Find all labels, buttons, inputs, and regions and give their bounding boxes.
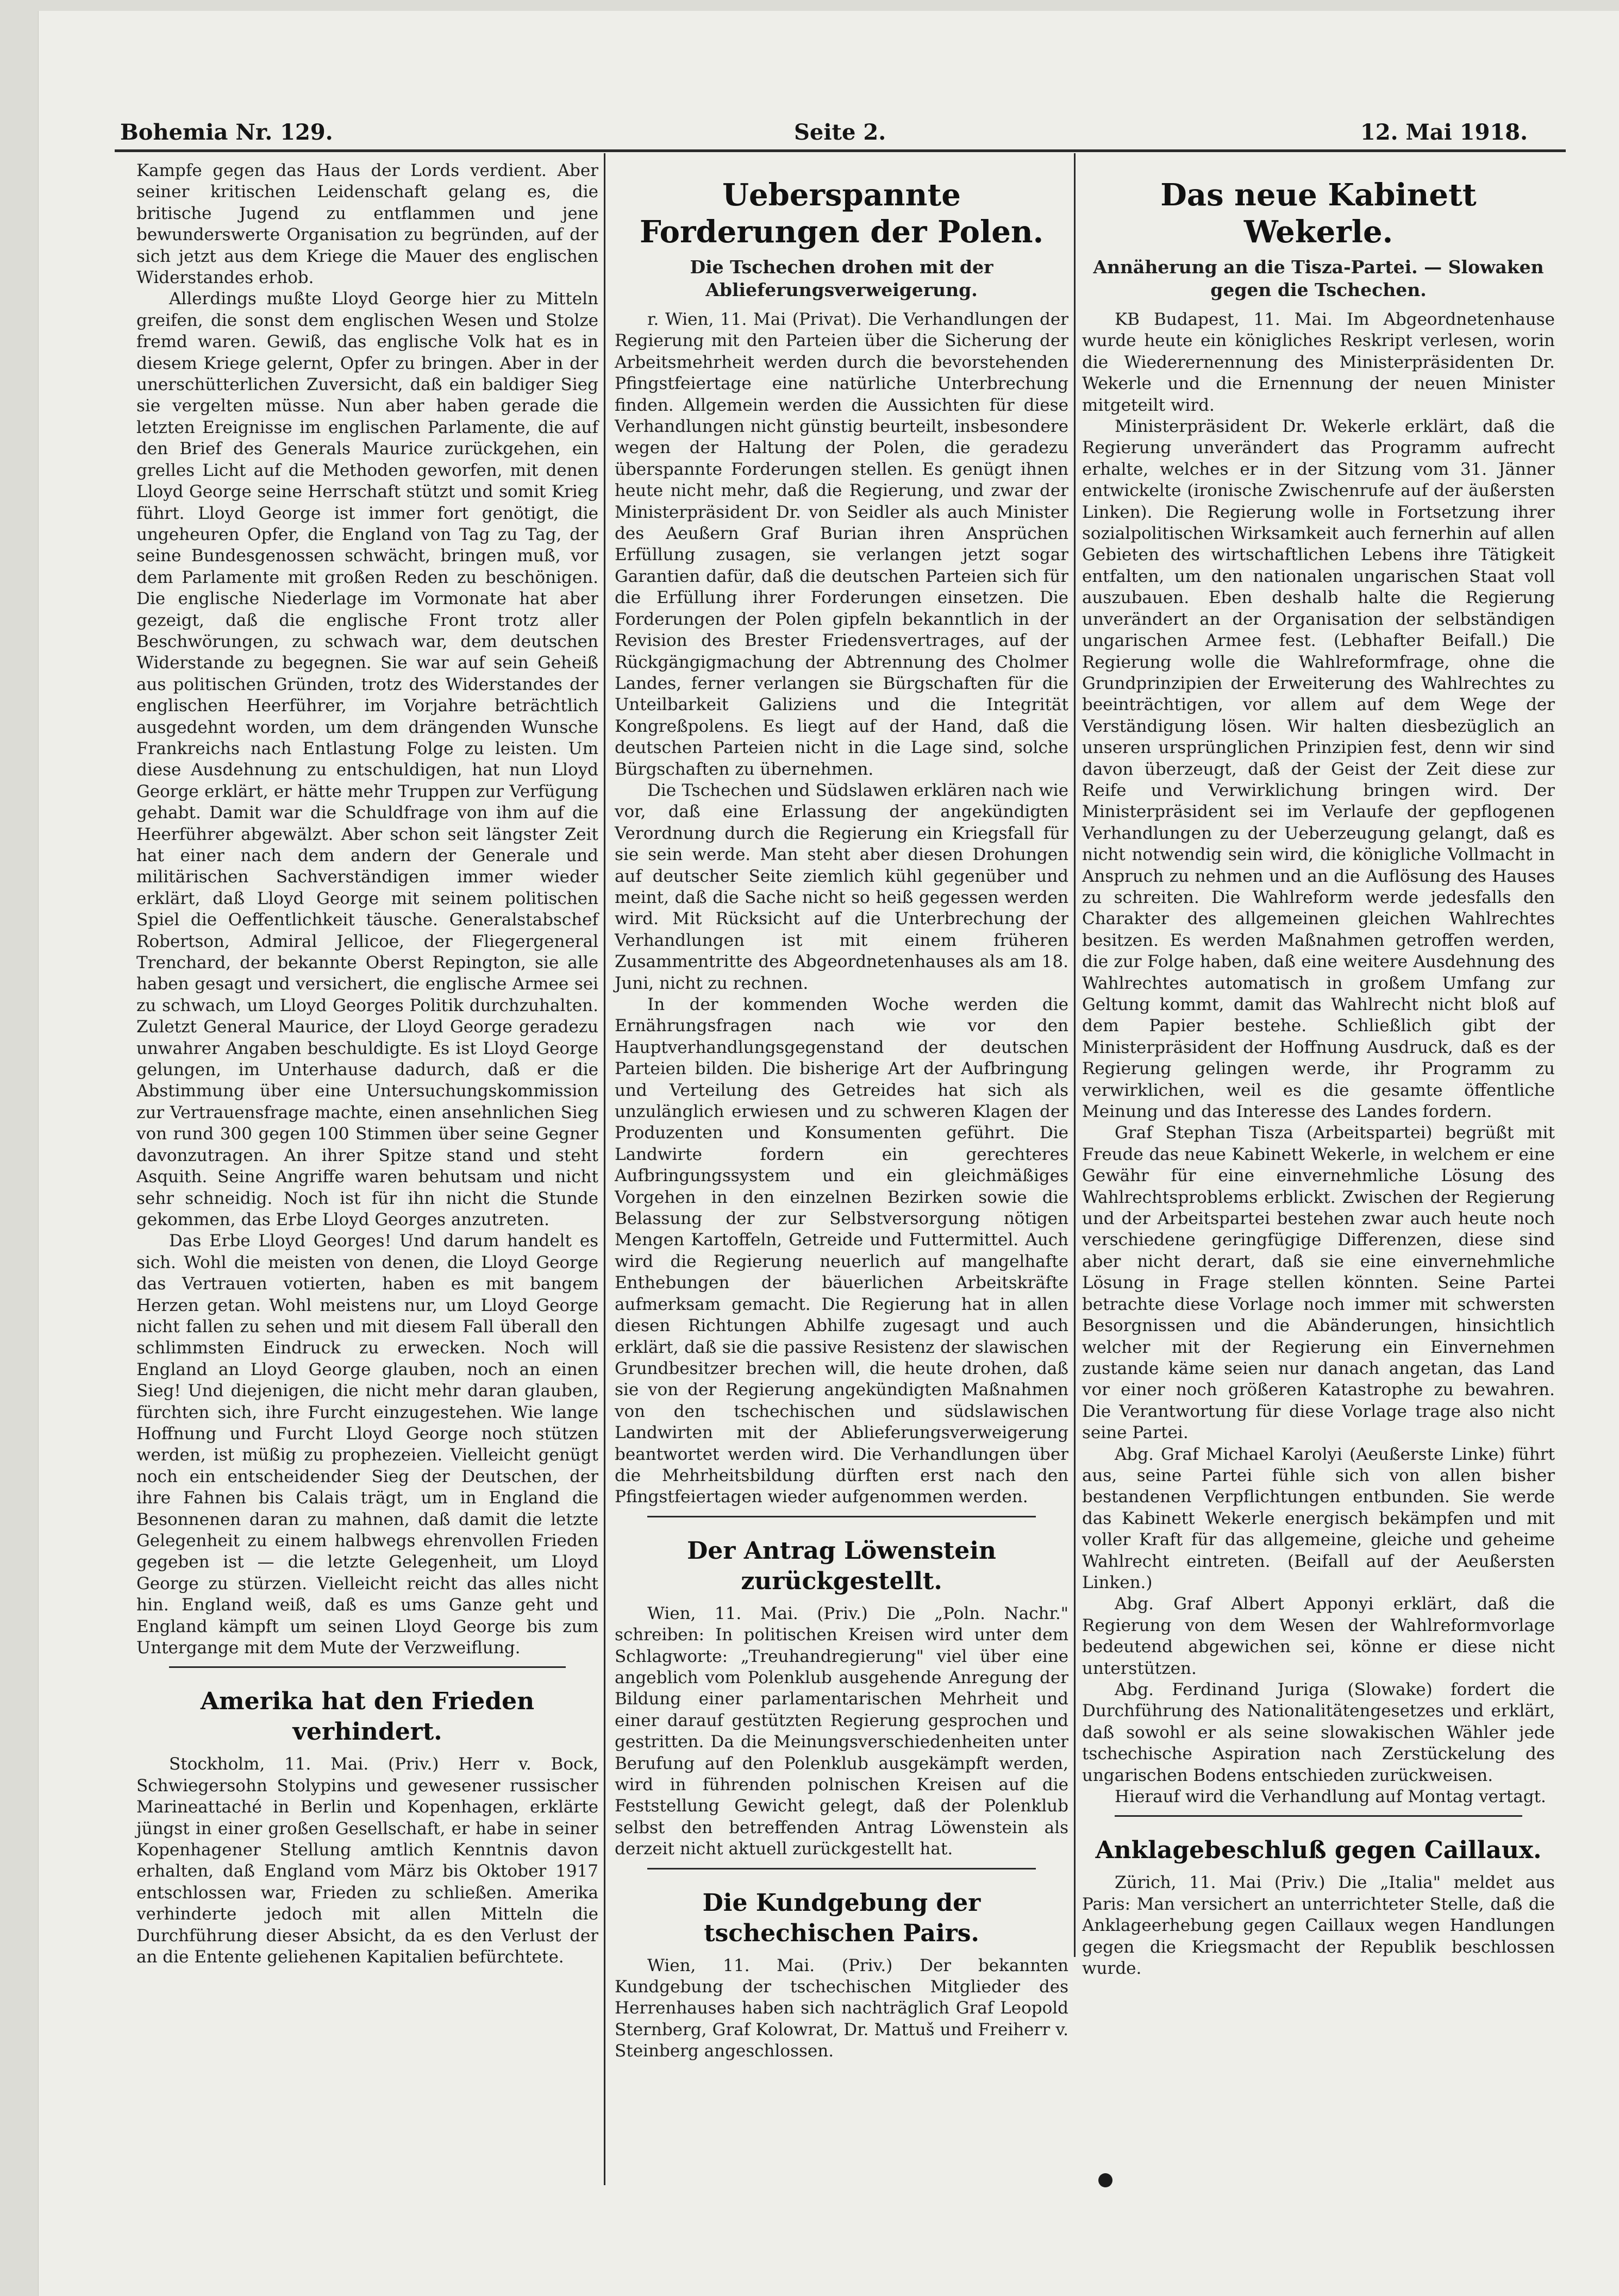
article-subhead: Die Tschechen drohen mit der Ablieferungsverweigerung. <box>690 256 993 300</box>
paragraph: Abg. Graf Michael Karolyi (Aeußerste Linke) führt aus, seine Partei fühle sich von allen bisher bestandenen Verpflichtungen entbunden. Sie werde das Kabinett Wekerle energisch bekämpfen und mit voller Kraft für das allgemeine, gleiche und geheime Wahlrecht eintreten. (Beifall auf der Aeußersten Linken.) <box>1082 1444 1555 1592</box>
paragraph: In der kommenden Woche werden die Ernährungsfragen nach wie vor den Hauptverhandlungsgegenstand der deutschen Parteien bilden. Die bisherige Art der Aufbringung und Verteilung des Getreides hat sich als unzulänglich erwiesen und zu schweren Klagen der Produzenten und Konsumenten geführt. Die Landwirte fordern ein gerechteres Aufbringungssystem und ein gleichmäßiges Vorgehen in den einzelnen Bezirken sowie die Belassung der zur Selbstversorgung nötigen Mengen Kartoffeln, Getreide und Futtermittel. Auch wird die Regierung neuerlich auf mangelhafte Enthebungen der bäuerlichen Arbeitskräfte aufmerksam gemacht. Die Regierung hat in allen diesen Richtungen Abhilfe zugesagt und auch erklärt, daß sie die passive Resistenz der slawischen Grundbesitzer brechen will, die heute drohen, daß sie von der Regierung angekündigten Maßnahmen von den tschechischen und südslawischen Landwirten mit der Ablieferungsverweigerung beantwortet werden wird. Die Verhandlungen über die Mehrheitsbildung dürften erst nach den Pfingstfeiertagen wieder aufgenommen werden. <box>615 995 1068 1507</box>
column-divider-left <box>604 153 605 2185</box>
paragraph: r. Wien, 11. Mai (Privat). Die Verhandlungen der Regierung mit den Parteien über die Sicherung der Arbeitsmehrheit werden durch die bevorstehenden Pfingstfeiertage eine natürliche Unterbrechung finden. Allgemein werden die Aussichten für diese Verhandlungen nicht günstig beurteilt, insbesondere wegen der Haltung der Polen, die geradezu überspannte Forderungen stellen. Es genügt ihnen heute nicht mehr, daß die Regierung, und zwar der Ministerpräsident Dr. von Seidler als auch Minister des Aeußern Graf Burian ihren Ansprüchen Erfüllung zusagen, sie verlangen jetzt sogar Garantien dafür, daß die deutschen Parteien sich für die Erfüllung ihrer Forderungen einsetzen. Die Forderungen der Polen gipfeln bekanntlich in der Revision des Brester Friedensvertrages, auf der Rückgängigmachung der Abtrennung des Cholmer Landes, ferner verlangen sie Bürgschaften für die Unteilbarkeit Galiziens und die Integrität Kongreßpolens. Es liegt auf der Hand, daß die deutschen Parteien nicht in die Lage sind, solche Bürgschaften zu übernehmen. <box>615 310 1068 779</box>
paragraph: Ministerpräsident Dr. Wekerle erklärt, daß die Regierung unverändert das Programm aufrecht erhalte, welches er in der Sitzung vom 31. Jänner entwickelte (ironische Zwischenrufe auf der äußersten Linken). Die Regierung wolle in Fortsetzung ihrer sozialpolitischen Wirksamkeit auch fernerhin auf allen Gebieten des wirtschaftlichen Lebens ihre Tätigkeit entfalten, um den nationalen ungarischen Staat voll auszubauen. Eben deshalb halte die Regierung unverändert an der Organisation der selbständigen ungarischen Armee fest. (Lebhafter Beifall.) Die Regierung wolle die Wahlreformfrage, ohne die Grundprinzipien der Erweiterung des Wahlrechtes zu beeinträchtigen, vor allem auf dem Wege der Verständigung lösen. Wir halten diesbezüglich an unseren ursprünglichen Prinzipien fest, denn wir sind davon überzeugt, daß der Geist der Zeit diese zur Reife und Verwirklichung bringen wird. Der Ministerpräsident sei im Verlaufe der gepflogenen Verhandlungen zu der Ueberzeugung gelangt, daß es nicht notwendig sein wird, die königliche Vollmacht in Anspruch zu nehmen und an die Auflösung des Hauses zu schreiten. Die Wahlreform werde jedesfalls den Charakter des allgemeinen gleichen Wahlrechtes besitzen. Es werden Maßnahmen getroffen werden, die zur Folge haben, daß eine weitere Ausdehnung des Wahlrechtes automatisch in großem Umfang zur Geltung kommt, damit das Wahlrecht nicht bloß auf dem Papier bestehe. Schließlich gibt der Ministerpräsident der Hoffnung Ausdruck, daß es der Regierung gelingen werde, ihr Programm zu verwirklichen, weil es die gesamte öffentliche Meinung und das Interesse des Landes fordern. <box>1082 417 1555 1122</box>
paragraph: Zürich, 11. Mai (Priv.) Die „Italia" meldet aus Paris: Man versichert an unterrichteter Stelle, daß die Anklageerhebung gegen Caillaux wegen Handlungen gegen die Kriegsmacht der Republik beschlossen wurde. <box>1082 1873 1555 1979</box>
paragraph: Wien, 11. Mai. (Priv.) Der bekannten Kundgebung der tschechischen Mitglieder des Herrenhauses haben sich nachträglich Graf Leopold Sternberg, Graf Kolowrat, Dr. Mattuš und Freiherr v. Steinberg angeschlossen. <box>615 1955 1068 2061</box>
paragraph: Wien, 11. Mai. (Priv.) Die „Poln. Nachr." schreiben: In politischen Kreisen wird unter dem Schlagworte: „Treuhandregierung" viel über eine angeblich vom Polenklub ausgehende Anregung der Bildung einer parlamentarischen Mehrheit und einer darauf gestützten Regierung gesprochen und gestritten. Da die Meinungsverschiedenheiten unter Berufung auf den Polenklub ausgekämpft werden, wird in führenden polnischen Kreisen auf die Feststellung Gewicht gelegt, daß der Polenklub selbst den betreffenden Antrag Löwenstein als derzeit nicht aktuell zurückgestellt hat. <box>615 1603 1068 1859</box>
paragraph: KB Budapest, 11. Mai. Im Abgeordnetenhause wurde heute ein königliches Reskript verlesen, worin die Wiederernennung des Ministerpräsidenten Dr. Wekerle und die Ernennung der neuen Minister mitgeteilt wird. <box>1082 310 1555 415</box>
page-number: Seite 2. <box>794 120 886 145</box>
article-headline: Ueberspannte Forderungen der Polen. <box>639 177 1044 250</box>
paragraph: Kampfe gegen das Haus der Lords verdient. Aber seiner kritischen Leidenschaft gelang es, die britische Jugend zu entflammen und jene bewunderswerte Organisation zu begründen, auf der sich jetzt aus dem Kriege die Mauer des englischen Widerstandes erhob. <box>136 161 598 288</box>
article-headline: Amerika hat den Frieden verhindert. <box>200 1688 535 1746</box>
article-divider <box>1115 1815 1522 1817</box>
column-1 <box>136 160 598 1968</box>
header-rule <box>115 149 1566 152</box>
column-divider-right <box>1074 153 1076 1957</box>
article-headline: Der Antrag Löwenstein zurückgestellt. <box>687 1536 996 1595</box>
column-2 <box>615 160 1068 2062</box>
article-divider <box>647 1868 1036 1870</box>
paragraph: Abg. Ferdinand Juriga (Slowake) fordert die Durchführung des Nationalitätengesetzes und erklärt, daß sowohl er als seine slowakischen Wähler jede tschechische Aspiration nach Zerstückelung des ungarischen Bodens entschieden zurückweisen. <box>1082 1680 1555 1785</box>
paragraph: Allerdings mußte Lloyd George hier zu Mitteln greifen, die sonst dem englischen Wesen und Stolze fremd waren. Gewiß, das englische Volk hat es in diesem Kriege gelernt, Opfer zu bringen. Aber in der unerschütterlichen Zuversicht, daß ein baldiger Sieg sie vergelten müsse. Nun aber haben gerade die letzten Ereignisse im englischen Parlamente, die auf den Brief des Generals Maurice zurückgehen, ein grelles Licht auf die Methoden geworfen, mit denen Lloyd George seine Herrschaft stützt und somit Krieg führt. Lloyd George ist immer fort genötigt, die ungeheuren Opfer, die England von Tag zu Tag, der seine Bundesgenossen schwächt, bringen muß, vor dem Parlamente mit großen Reden zu beschönigen. Die englische Niederlage im Vormonate hat aber gezeigt, daß die englische Front trotz aller Beschwörungen, zu schwach war, dem deutschen Widerstande zu begegnen. Sie war auf sein Geheiß aus politischen Gründen, trotz des Widerstandes der englischen Heerführer, im Vorjahre beträchtlich ausgedehnt worden, um dem drängenden Wunsche Frankreichs nach Entlastung Folge zu leisten. Um diese Ausdehnung zu entschuldigen, hat nun Lloyd George erklärt, er hätte mehr Truppen zur Verfügung gehabt. Damit war die Schuldfrage von ihm auf die Heerführer abgewälzt. Aber schon seit längster Zeit hat einer nach dem andern der Generale und militärischen Sachverständigen immer wieder erklärt, daß Lloyd George mit seinem politischen Spiel die Oeffentlichkeit täusche. Generalstabschef Robertson, Admiral Jellicoe, der Fliegergeneral Trenchard, der bekannte Oberst Repington, sie alle haben gesagt und versichert, die englische Armee sei zu schwach, um Lloyd Georges Politik durchzuhalten. Zuletzt General Maurice, der Lloyd George geradezu unwahrer Angaben beschuldigte. Es ist Lloyd George gelungen, im Unterhause dadurch, daß er die Abstimmung über eine Untersuchungskommission zur Vertrauensfrage machte, einen ansehnlichen Sieg von rund 300 gegen 100 Stimmen über seine Gegner davonzutragen. An ihrer Spitze stand und steht Asquith. Seine Angriffe waren behutsam und nicht sehr schneidig. Noch ist für ihn nicht die Stunde gekommen, das Erbe Lloyd Georges anzutreten. <box>136 289 598 1229</box>
article-subhead: Annäherung an die Tisza-Partei. — Slowaken gegen die Tschechen. <box>1093 256 1544 300</box>
issue-label: Bohemia Nr. 129. <box>120 120 333 145</box>
paragraph: Hierauf wird die Verhandlung auf Montag vertagt. <box>1115 1787 1546 1807</box>
scan-speck <box>1098 2173 1112 2187</box>
paragraph: Graf Stephan Tisza (Arbeitspartei) begrüßt mit Freude das neue Kabinett Wekerle, in welchem er eine Gewähr für eine einvernehmliche Lösung des Wahlrechtsproblems erblickt. Zwischen der Regierung und der Arbeitspartei bestehen zwar auch heute noch verschiedene geringfügige Differenzen, diese sind aber nicht derart, daß sie eine einvernehmliche Lösung in Frage stellen könnten. Seine Partei betrachte diese Vorlage noch immer mit schwersten Besorgnissen und die Abänderungen, hinsichtlich welcher mit der Regierung ein Einvernehmen zustande käme seien nur danach angetan, das Land vor einer noch größeren Katastrophe zu bewahren. Die Verantwortung für diese Vorlage trage also nicht seine Partei. <box>1082 1123 1555 1443</box>
paragraph: Die Tschechen und Südslawen erklären nach wie vor, daß eine Erlassung der angekündigten Verordnung durch die Regierung ein Kriegsfall für sie sein werde. Man steht aber diesen Drohungen auf deutscher Seite ziemlich kühl gegenüber und meint, daß die Sache nicht so heiß gegessen werden wird. Mit Rücksicht auf die Unterbrechung der Verhandlungen ist mit einem früheren Zusammentritte des Abgeordnetenhauses als am 18. Juni, nicht zu rechnen. <box>615 780 1068 993</box>
paragraph: Stockholm, 11. Mai. (Priv.) Herr v. Bock, Schwiegersohn Stolypins und gewesener russischer Marineattaché in Berlin und Kopenhagen, erklärte jüngst in einer großen Gesellschaft, er habe in seiner Kopenhagener Stellung amtlich Kenntnis davon erhalten, daß England vom März bis Oktober 1917 entschlossen war, Frieden zu schließen. Amerika verhinderte jedoch mit allen Mitteln die Durchführung dieser Absicht, da es den Verlust der an die Entente geliehenen Kapitalien befürchtete. <box>136 1754 598 1967</box>
page-header <box>120 109 1528 152</box>
paragraph: Das Erbe Lloyd Georges! Und darum handelt es sich. Wohl die meisten von denen, die Lloyd George das Vertrauen votierten, haben es mit bangem Herzen getan. Wohl meistens nur, um Lloyd George nicht fallen zu sehen und mit diesem Fall überall den schlimmsten Eindruck zu erwecken. Noch will England an Lloyd George glauben, noch an einen Sieg! Und diejenigen, die nicht mehr daran glauben, fürchten sich, ihre Furcht einzugestehen. Wie lange Hoffnung und Furcht Lloyd George noch stützen werden, ist müßig zu prophezeien. Vielleicht genügt noch ein entscheidender Sieg der Deutschen, der ihre Fahnen bis Calais trägt, um in England die Besonnenen daran zu mahnen, daß damit die letzte Gelegenheit zu einem halbwegs ehrenvollen Frieden gegeben ist — die letzte Gelegenheit, um Lloyd George zu stürzen. Vielleicht reicht das alles nicht hin. England weiß, daß es ums Ganze geht und England kämpft um seinen Lloyd George bis zum Untergange mit dem Mute der Verzweiflung. <box>136 1231 598 1658</box>
paragraph: Abg. Graf Albert Apponyi erklärt, daß die Regierung von dem Wesen der Wahlreformvorlage bedeutend abgewichen sei, könne er diese nicht unterstützen. <box>1082 1594 1555 1678</box>
issue-date: 12. Mai 1918. <box>1360 120 1528 145</box>
article-headline: Die Kundgebung der tschechischen Pairs. <box>702 1889 981 1947</box>
article-divider <box>169 1666 566 1668</box>
column-3 <box>1082 160 1555 1979</box>
newspaper-page <box>38 11 1619 2296</box>
article-divider <box>647 1516 1036 1517</box>
article-headline: Anklagebeschluß gegen Caillaux. <box>1095 1836 1542 1865</box>
article-headline: Das neue Kabinett Wekerle. <box>1160 177 1477 250</box>
